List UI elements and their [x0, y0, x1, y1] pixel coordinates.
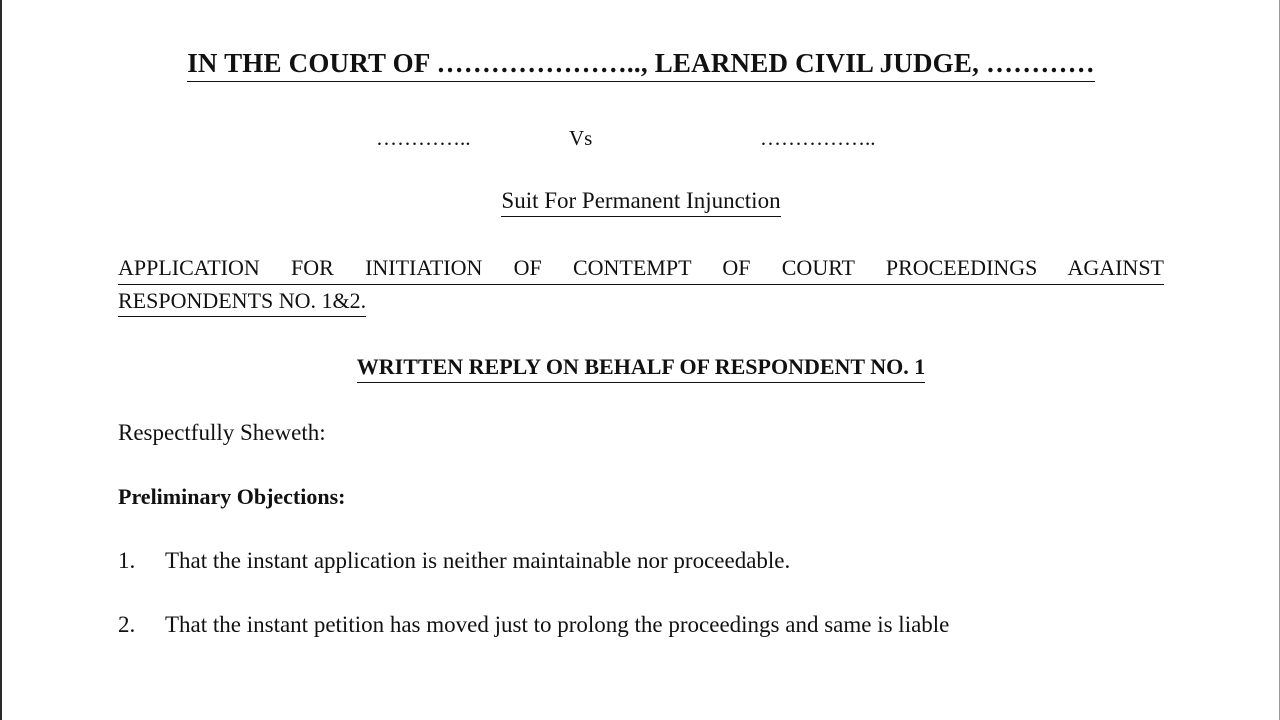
- suit-title: [118, 188, 1164, 217]
- document-page: [118, 0, 1164, 720]
- application-title-line2: RESPONDENTS NO. 1&2.: [118, 285, 366, 317]
- objection-number: 2.: [118, 612, 136, 637]
- application-title-line1: APPLICATION FOR INITIATION OF CONTEMPT OF COURT PROCEEDINGS AGAINST: [118, 252, 1164, 285]
- objection-text: That the instant application is neither maintainable nor proceedable.: [165, 548, 791, 573]
- salutation: Respectfully Sheweth:: [118, 420, 326, 445]
- reply-title: [118, 354, 1164, 383]
- page-left-edge: [0, 0, 2, 720]
- respondent-placeholder: ……………..: [760, 126, 876, 150]
- court-title: [118, 48, 1164, 82]
- application-title: [118, 252, 1164, 317]
- objection-number: 1.: [118, 548, 136, 573]
- court-title-text: IN THE COURT OF ………………….., LEARNED CIVIL JUDGE, …………: [187, 48, 1095, 82]
- suit-title-text: Suit For Permanent Injunction: [501, 188, 780, 217]
- petitioner-placeholder: …………..: [376, 126, 471, 150]
- reply-title-text: WRITTEN REPLY ON BEHALF OF RESPONDENT NO. 1: [357, 354, 925, 383]
- parties-line: [118, 126, 1164, 156]
- versus-label: Vs: [569, 126, 593, 150]
- preliminary-objections-heading: Preliminary Objections:: [118, 484, 346, 509]
- objection-text: That the instant petition has moved just to prolong the proceedings and same is liable: [165, 612, 950, 637]
